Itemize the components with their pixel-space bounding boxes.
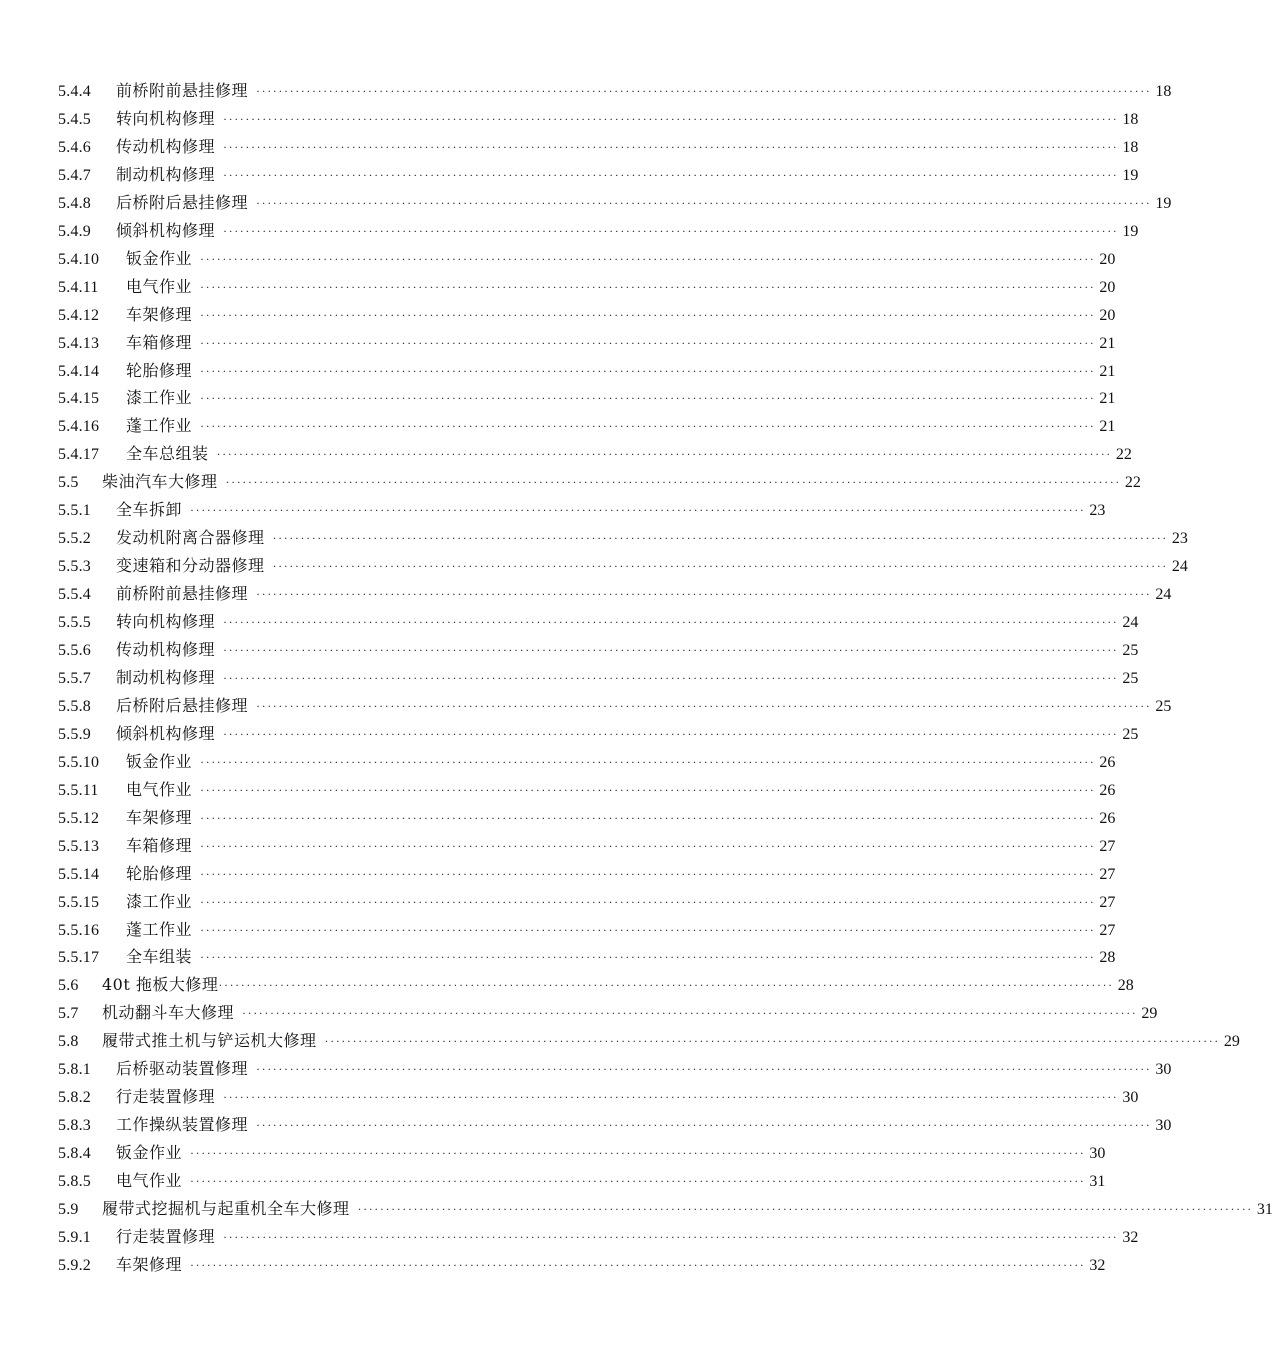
toc-entry[interactable] [58,695,1172,717]
toc-entry-page-number: 31 [1089,1173,1106,1191]
dot-leader: ································································································································································ [200,950,1096,965]
toc-entry-number: 5.7 [58,1005,79,1023]
toc-entry-number: 5.5.8 [58,697,91,715]
dot-leader: ································································································································································ [256,698,1152,713]
dot-leader: ································································································································································ [223,223,1119,238]
dot-leader: ································································································································································ [200,335,1096,350]
toc-entry-number: 5.5.3 [58,558,91,576]
toc-entry-page-number: 27 [1099,865,1116,883]
toc-entry-number: 5.4.11 [58,278,99,296]
toc-entry-number: 5.5.12 [58,809,100,827]
toc-entry[interactable] [58,1170,1106,1192]
dot-leader: ································································································································································ [200,307,1096,322]
toc-entry-page-number: 22 [1115,446,1132,464]
dot-leader: ································································································································································ [200,866,1096,881]
toc-entry-title: 后桥驱动装置修理 [116,1059,249,1079]
toc-entry-page-number: 21 [1099,418,1116,436]
toc-entry-number: 5.4.10 [58,250,100,268]
toc-entry-number: 5.5.17 [58,949,100,967]
toc-entry-page-number: 30 [1155,1117,1172,1135]
toc-entry-page-number: 23 [1171,530,1188,548]
dot-leader: ································································································································································ [357,1202,1253,1216]
toc-entry[interactable] [58,863,1116,885]
dot-leader: ································································································································································ [225,475,1121,490]
toc-entry-title: 发动机附离合器修理 [116,528,265,548]
dot-leader: ································································································································································ [223,1090,1119,1105]
toc-entry-title: 轮胎修理 [126,863,193,883]
toc-entry-title: 倾斜机构修理 [116,723,216,743]
toc-entry-page-number: 19 [1155,194,1172,212]
toc-entry-page-number: 24 [1155,586,1172,604]
toc-entry-title: 行走装置修理 [116,1226,216,1246]
toc-entry[interactable] [58,1030,1240,1052]
dot-leader: ································································································································································ [200,419,1096,434]
dot-leader: ································································································································································ [223,643,1119,657]
toc-entry[interactable] [58,1226,1139,1248]
dot-leader: ································································································································································ [223,139,1119,154]
toc-entry-title: 电气作业 [116,1171,183,1191]
toc-entry-number: 5.5.10 [58,753,100,771]
toc-entry-page-number: 22 [1124,474,1141,492]
toc-entry-number: 5.4.4 [58,83,91,100]
toc-entry[interactable] [58,443,1132,465]
toc-entry-title: 全车总组装 [126,444,209,464]
toc-entry-page-number: 32 [1089,1256,1106,1274]
toc-entry-number: 5.4.9 [58,222,91,240]
toc-entry[interactable] [58,974,1134,996]
toc-entry-number: 5.5.11 [58,781,99,799]
toc-entry[interactable] [58,1086,1139,1108]
dot-leader: ································································································································································ [200,363,1096,378]
toc-entry-page-number: 30 [1155,1061,1172,1079]
toc-entry-page-number: 21 [1099,362,1116,380]
toc-entry-page-number: 31 [1256,1201,1273,1218]
toc-entry-number: 5.5.2 [58,530,91,548]
dot-leader: ································································································································································ [242,1006,1138,1021]
toc-entry[interactable] [58,583,1172,605]
toc-entry-page-number: 25 [1122,642,1139,659]
toc-entry[interactable] [58,499,1106,521]
toc-entry[interactable] [58,1058,1172,1080]
dot-leader: ································································································································································ [190,1257,1086,1272]
toc-entry-number: 5.4.15 [58,390,100,408]
toc-entry-number: 5.4.13 [58,334,100,352]
toc-entry-title: 电气作业 [126,779,193,799]
dot-leader: ································································································································································ [272,559,1168,574]
toc-entry-title: 全车拆卸 [116,500,183,520]
toc-entry[interactable] [58,276,1116,298]
toc-entry-page-number: 19 [1122,222,1139,240]
dot-leader: ································································································································································ [200,251,1096,266]
toc-entry-title: 变速箱和分动器修理 [116,556,265,576]
toc-entry-title: 后桥附后悬挂修理 [116,695,249,715]
dot-leader: ································································································································································ [223,111,1119,126]
toc-entry-number: 5.5.5 [58,614,91,632]
toc-entry-title: 制动机构修理 [116,667,216,687]
dot-leader: ································································································································································ [223,726,1119,741]
toc-entry-title: 车架修理 [126,807,193,827]
dot-leader: ································································································································································ [200,754,1096,769]
toc-entry-number: 5.4.8 [58,194,91,212]
toc-entry-title: 40t 拖板大修理 [102,975,219,995]
dot-leader: ································································································································································ [256,84,1152,98]
toc-entry-number: 5.5.4 [58,586,91,604]
dot-leader: ································································································································································ [200,838,1096,853]
toc-entry-page-number: 30 [1089,1145,1106,1163]
toc-entry-page-number: 25 [1122,669,1139,687]
toc-entry-page-number: 18 [1122,110,1139,128]
toc-entry-title: 机动翻斗车大修理 [102,1003,235,1023]
toc-entry-page-number: 20 [1099,250,1116,268]
toc-entry-title: 行走装置修理 [116,1087,216,1107]
toc-entry-number: 5.8.3 [58,1117,91,1135]
toc-entry-title: 车箱修理 [126,332,193,352]
toc-entry-number: 5.4.12 [58,306,100,324]
dot-leader: ································································································································································ [190,1146,1086,1161]
toc-entry-number: 5.8.4 [58,1145,91,1163]
toc-entry-title: 柴油汽车大修理 [102,472,218,492]
toc-entry-title: 转向机构修理 [116,612,216,632]
toc-entry[interactable] [58,1114,1172,1136]
toc-entry-page-number: 18 [1155,83,1172,100]
toc-entry[interactable] [58,164,1139,186]
toc-entry[interactable] [58,1142,1106,1164]
toc-entry-number: 5.5.9 [58,725,91,743]
toc-entry-number: 5.4.14 [58,362,100,380]
toc-entry-number: 5.5.6 [58,642,91,659]
toc-entry[interactable] [58,1254,1106,1276]
toc-entry-number: 5.6 [58,977,79,995]
toc-entry[interactable] [58,220,1139,242]
toc-entry-page-number: 19 [1122,166,1139,184]
toc-entry-title: 钣金作业 [126,751,193,771]
toc-entry-title: 漆工作业 [126,388,193,408]
toc-entry-page-number: 21 [1099,390,1116,408]
toc-entry-title: 工作操纵装置修理 [116,1115,249,1135]
toc-entry[interactable] [58,723,1139,745]
toc-entry-page-number: 32 [1122,1228,1139,1246]
toc-entry-title: 前桥附前悬挂修理 [116,584,249,604]
toc-entry-number: 5.8.1 [58,1061,91,1079]
toc-entry-number: 5.5.15 [58,893,100,911]
toc-entry-number: 5.5.7 [58,669,91,687]
toc-entry-title: 钣金作业 [116,1143,183,1163]
toc-entry-page-number: 27 [1099,837,1116,855]
toc-entry[interactable] [58,471,1141,493]
dot-leader: ································································································································································ [218,978,1114,993]
dot-leader: ································································································································································ [200,810,1096,825]
toc-entry-number: 5.5.16 [58,921,100,939]
toc-entry[interactable] [58,527,1188,549]
dot-leader: ································································································································································ [200,922,1096,937]
toc-entry-page-number: 25 [1122,725,1139,743]
toc-entry-page-number: 24 [1122,614,1139,632]
toc-entry-number: 5.8 [58,1033,79,1051]
dot-leader: ································································································································································ [190,1174,1086,1189]
toc-entry[interactable] [58,304,1116,326]
dot-leader: ································································································································································ [223,615,1119,630]
toc-entry-title: 车架修理 [116,1254,183,1274]
toc-entry-title: 车箱修理 [126,835,193,855]
dot-leader: ································································································································································ [223,670,1119,685]
toc-entry-number: 5.8.5 [58,1173,91,1191]
dot-leader: ································································································································································ [256,1062,1152,1077]
toc-entry-page-number: 28 [1099,949,1116,967]
toc-entry-title: 履带式挖掘机与起重机全车大修理 [102,1199,350,1218]
toc-entry-page-number: 18 [1122,138,1139,156]
toc-entry-title: 蓬工作业 [126,416,193,436]
toc-entry[interactable] [58,639,1139,661]
dot-leader: ································································································································································ [216,447,1112,462]
toc-entry-page-number: 20 [1099,278,1116,296]
dot-leader: ································································································································································ [256,587,1152,602]
toc-entry-number: 5.9.1 [58,1228,91,1246]
toc-entry[interactable] [58,1002,1158,1024]
toc-entry-page-number: 25 [1155,697,1172,715]
toc-entry-page-number: 20 [1099,306,1116,324]
toc-entry-page-number: 27 [1099,893,1116,911]
toc-entry-title: 制动机构修理 [116,164,216,184]
toc-entry[interactable] [58,751,1116,773]
toc-entry[interactable] [58,248,1116,270]
dot-leader: ································································································································································ [256,1118,1152,1133]
toc-entry-number: 5.8.2 [58,1089,91,1107]
toc-entry-title: 传动机构修理 [116,640,216,659]
toc-entry-page-number: 27 [1099,921,1116,939]
toc-entry[interactable] [58,611,1139,633]
toc-entry[interactable] [58,80,1172,102]
toc-entry-number: 5.5 [58,474,79,492]
dot-leader: ································································································································································ [190,503,1086,518]
dot-leader: ································································································································································ [324,1034,1220,1049]
toc-entry-number: 5.4.16 [58,418,100,436]
toc-entry-title: 蓬工作业 [126,919,193,939]
toc-entry-page-number: 21 [1099,334,1116,352]
toc-entry-number: 5.9.2 [58,1256,91,1274]
toc-entry[interactable] [58,136,1139,158]
toc-entry-number: 5.9 [58,1201,79,1218]
toc-entry-page-number: 26 [1099,781,1116,799]
toc-entry[interactable] [58,807,1116,829]
toc-entry-title: 履带式推土机与铲运机大修理 [102,1031,317,1051]
toc-entry-number: 5.4.7 [58,166,91,184]
toc-entry[interactable] [58,1198,1273,1220]
toc-entry-number: 5.4.6 [58,138,91,156]
toc-entry-page-number: 26 [1099,753,1116,771]
toc-entry[interactable] [58,555,1188,577]
toc-entry[interactable] [58,387,1116,409]
toc-entry[interactable] [58,919,1116,941]
toc-entry-title: 倾斜机构修理 [116,220,216,240]
dot-leader: ································································································································································ [223,1229,1119,1244]
toc-entry-number: 5.5.14 [58,865,100,883]
toc-entry-title: 钣金作业 [126,248,193,268]
toc-entry[interactable] [58,415,1116,437]
dot-leader: ································································································································································ [256,195,1152,210]
toc-entry-title: 后桥附后悬挂修理 [116,192,249,212]
toc-entry[interactable] [58,946,1116,968]
toc-entry-title: 全车组装 [126,947,193,967]
toc-entry-page-number: 29 [1223,1033,1240,1051]
toc-entry-title: 轮胎修理 [126,360,193,380]
dot-leader: ································································································································································ [200,279,1096,294]
toc-entry-title: 前桥附前悬挂修理 [116,81,249,100]
toc-entry[interactable] [58,332,1116,354]
toc-entry-page-number: 29 [1141,1005,1158,1023]
toc-entry-number: 5.4.17 [58,446,100,464]
dot-leader: ································································································································································ [200,391,1096,406]
toc-entry-number: 5.5.13 [58,837,100,855]
toc-entry-title: 电气作业 [126,276,193,296]
toc-entry-title: 传动机构修理 [116,136,216,156]
toc-entry[interactable] [58,360,1116,382]
dot-leader: ································································································································································ [200,894,1096,909]
toc-entry[interactable] [58,108,1139,130]
toc-entry-page-number: 30 [1122,1089,1139,1107]
toc-entry-page-number: 28 [1117,977,1134,995]
toc-entry-page-number: 23 [1089,502,1106,520]
toc-entry-title: 转向机构修理 [116,108,216,128]
toc-entry-page-number: 26 [1099,809,1116,827]
toc-entry-number: 5.5.1 [58,502,91,520]
toc-entry[interactable] [58,835,1116,857]
dot-leader: ································································································································································ [272,531,1168,546]
toc-entry[interactable] [58,891,1116,913]
toc-entry-page-number: 24 [1171,558,1188,576]
toc-entry[interactable] [58,192,1172,214]
dot-leader: ································································································································································ [200,782,1096,797]
toc-entry-title: 漆工作业 [126,891,193,911]
toc-entry-title: 车架修理 [126,304,193,324]
toc-entry-number: 5.4.5 [58,110,91,128]
dot-leader: ································································································································································ [223,167,1119,182]
toc-entry[interactable] [58,667,1139,689]
toc-entry[interactable] [58,779,1116,801]
